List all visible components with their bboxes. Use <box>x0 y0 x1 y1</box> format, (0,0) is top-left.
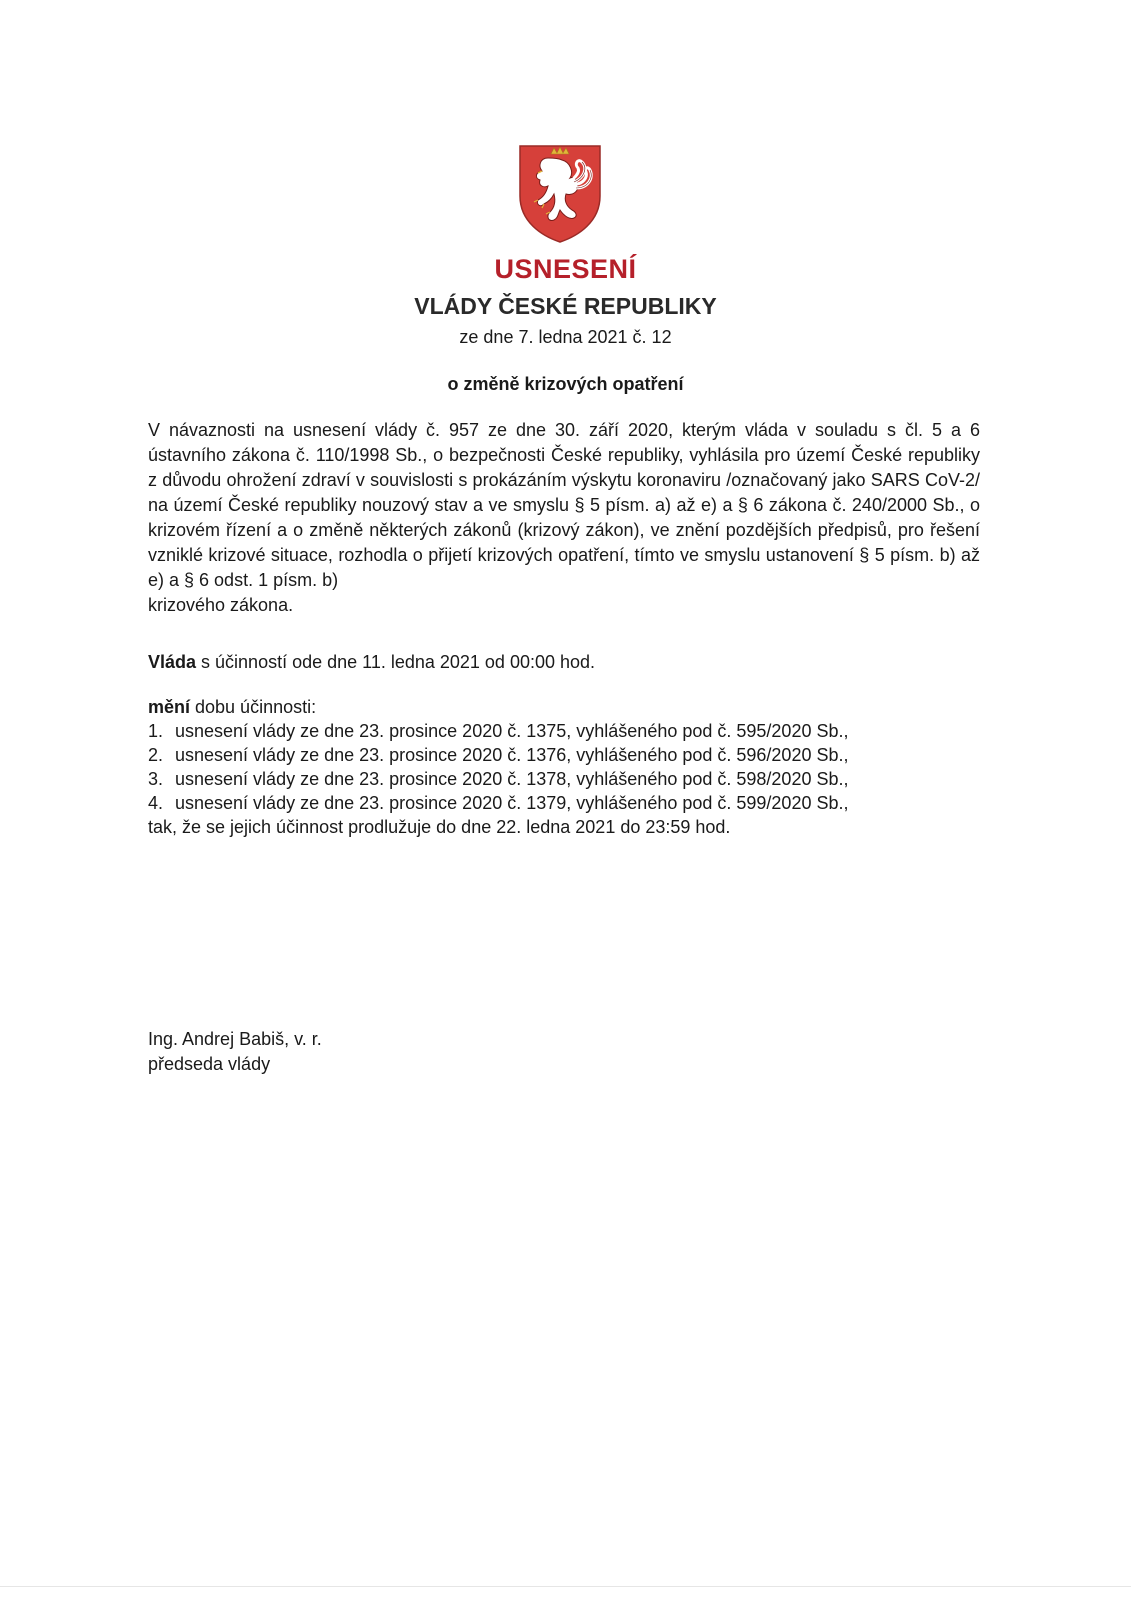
list-item-text: usnesení vlády ze dne 23. prosince 2020 č. 1375, vyhlášeného pod č. 595/2020 Sb., <box>175 721 849 741</box>
list-item-number: 3. <box>148 769 164 789</box>
list-item-text: usnesení vlády ze dne 23. prosince 2020 č. 1379, vyhlášeného pod č. 599/2020 Sb., <box>175 793 849 813</box>
list-item <box>148 767 848 791</box>
changes-heading <box>148 695 848 719</box>
changes-closing: tak, že se jejich účinnost prodlužuje do dne 22. ledna 2021 do 23:59 hod. <box>148 817 731 837</box>
document-subject: o změně krizových opatření <box>447 374 684 394</box>
list-item-text: usnesení vlády ze dne 23. prosince 2020 č. 1376, vyhlášeného pod č. 596/2020 Sb., <box>175 745 849 765</box>
signature-role: předseda vlády <box>148 1054 271 1074</box>
page-bottom-edge <box>0 1586 1131 1587</box>
document-date-line: ze dne 7. ledna 2021 č. 12 <box>459 327 672 347</box>
list-item-text: usnesení vlády ze dne 23. prosince 2020 č. 1378, vyhlášeného pod č. 598/2020 Sb., <box>175 769 849 789</box>
document-subtitle: VLÁDY ČESKÉ REPUBLIKY <box>414 293 717 319</box>
effect-text: s účinností ode dne 11. ledna 2021 od 00:00 hod. <box>196 652 596 672</box>
intro-paragraph <box>148 418 980 618</box>
document-title: USNESENÍ <box>494 254 637 284</box>
signature-name: Ing. Andrej Babiš, v. r. <box>148 1029 322 1049</box>
list-item <box>148 719 848 743</box>
list-item-number: 4. <box>148 793 164 813</box>
czech-lion-coat-of-arms-icon <box>518 144 602 244</box>
effect-subject: Vláda <box>148 652 197 672</box>
effect-statement <box>148 652 595 673</box>
intro-last-line: krizového zákona. <box>148 595 294 615</box>
changes-section <box>148 695 848 839</box>
list-item-number: 1. <box>148 721 164 741</box>
changes-verb: mění <box>148 697 191 717</box>
signature-block <box>148 1027 322 1077</box>
list-item-number: 2. <box>148 745 164 765</box>
list-item <box>148 791 848 815</box>
intro-text: V návaznosti na usnesení vlády č. 957 ze dne 30. září 2020, kterým vláda v souladu s čl. 5 a 6 ústavního zákona č. 110/1998 Sb., o bezpečnosti České republiky, vyhlásila pro území České republiky z důvodu ohrožení zdraví v souvislosti s prokázáním výskytu koronaviru /označovaný jako SARS CoV-2/ na území České republiky nouzový stav a ve smyslu § 5 písm. a) až e) a § 6 zákona č. 240/2000 Sb., o krizovém řízení a o změně některých zákonů (krizový zákon), ve znění pozdějších předpisů, pro řešení vzniklé krizové situace, rozhodla o přijetí krizových opatření, tímto ve smyslu ustanovení § 5 písm. b) až e) a § 6 odst. 1 písm. b) <box>148 420 980 590</box>
list-item <box>148 743 848 767</box>
changes-label: dobu účinnosti: <box>190 697 317 717</box>
